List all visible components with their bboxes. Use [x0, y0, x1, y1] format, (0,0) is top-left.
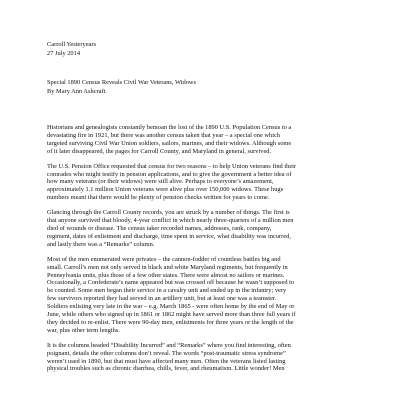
text-line: died of wounds or disease. The census taker recorded names, addresses, rank, company,	[47, 224, 272, 232]
text-line: they decided to re-enlist. There were 90-day men, enlistments for three years or the length of the	[47, 318, 294, 326]
text-line: comrades who might testify in pension applications, and to give the government a better idea of	[47, 170, 292, 178]
text-line: Soldiers enlisting very late in the war – e.g. March 1865 - were often home by the end of May or	[47, 303, 295, 311]
body-paragraph	[47, 124, 353, 156]
text-line: of it later disappeared, the pages for Carroll County, and Maryland in general, survived.	[47, 147, 272, 155]
text-line: that anyone survived that bloody, 4-year conflict in which nearly three-quarters of a million men	[47, 217, 294, 225]
publication-name: Carroll Yesteryears	[47, 41, 96, 48]
text-line: and lastly there was a “Remarks” column.	[47, 240, 155, 248]
text-line: Pennsylvania units, plus those of a few other states. There were almost no sailors or marines.	[47, 271, 285, 279]
text-line: The U.S. Pension Office requested that census for two reasons – to help Union veterans find their	[47, 162, 297, 170]
text-line: devastating fire in 1921, but there was another census taken that year – a special one which	[47, 131, 280, 139]
text-line: Historians and genealogists constantly bemoan the lost of the 1890 U.S. Population Census to a	[47, 124, 292, 131]
publication-date: 27 July 2014	[47, 50, 81, 57]
text-line: weren’t used in 1890, but that must have affected many men. Often the veterans listed lasting	[47, 357, 286, 365]
body-paragraph	[47, 209, 353, 249]
text-line: Glancing through the Carroll County records, you are struck by a number of things. The first is	[47, 209, 290, 217]
article-byline: By Mary Ann Ashcraft	[47, 88, 106, 95]
article-title: Special 1890 Census Reveals Civil War Veterans, Widows	[47, 79, 197, 86]
body-paragraph	[47, 342, 353, 374]
body-paragraph	[47, 163, 353, 203]
text-line: Most of the men enumerated were privates – the cannon-fodder of countless battles big and	[47, 255, 281, 263]
article-heading	[47, 78, 196, 96]
text-line: targeted surviving Civil War Union soldiers, sailors, marines, and their widows. Although some	[47, 139, 292, 147]
text-line: approximately 1.1 million Union veterans were alive plus over 150,000 widows. These huge	[47, 186, 284, 194]
text-line: regiment, dates of enlistment and discharge, time spent in service, what disability was incurred,	[47, 232, 291, 240]
text-line: how many veterans (or their widows) were still alive. Perhaps to everyone’s amazement,	[47, 178, 274, 186]
text-line: war, plus other term lengths.	[47, 326, 120, 334]
text-line: few survivors reported they had served in an artillery unit, but at least one was a teamster.	[47, 295, 277, 303]
text-line: be counted. Some men began their service in a cavalry unit and ended up in the infantry; very	[47, 287, 287, 295]
text-line: physical troubles such as chronic diarrhea, chills, fever, and rheumatism. Little wonder! Men	[47, 365, 285, 373]
article-body	[47, 124, 353, 380]
text-line: small. Carroll’s men not only served in black and white Maryland regiments, but frequently in	[47, 263, 288, 271]
text-line: numbers meant that there would be plenty of pension checks written for years to come.	[47, 194, 270, 202]
text-line: poignant, details the other columns don’t reveal. The words “post-traumatic stress syndrome”	[47, 349, 286, 357]
document-header	[47, 40, 96, 58]
body-paragraph	[47, 256, 353, 335]
text-line: It is the columns headed “Disability Incurred” and “Remarks” where you find interesting, often	[47, 341, 291, 349]
text-line: June, while others who signed up in 1861 or 1862 might have served more than three full years if	[47, 311, 296, 319]
text-line: Occasionally, a Confederate’s name appeared but was crossed off because he wasn’t supposed to	[47, 279, 295, 287]
